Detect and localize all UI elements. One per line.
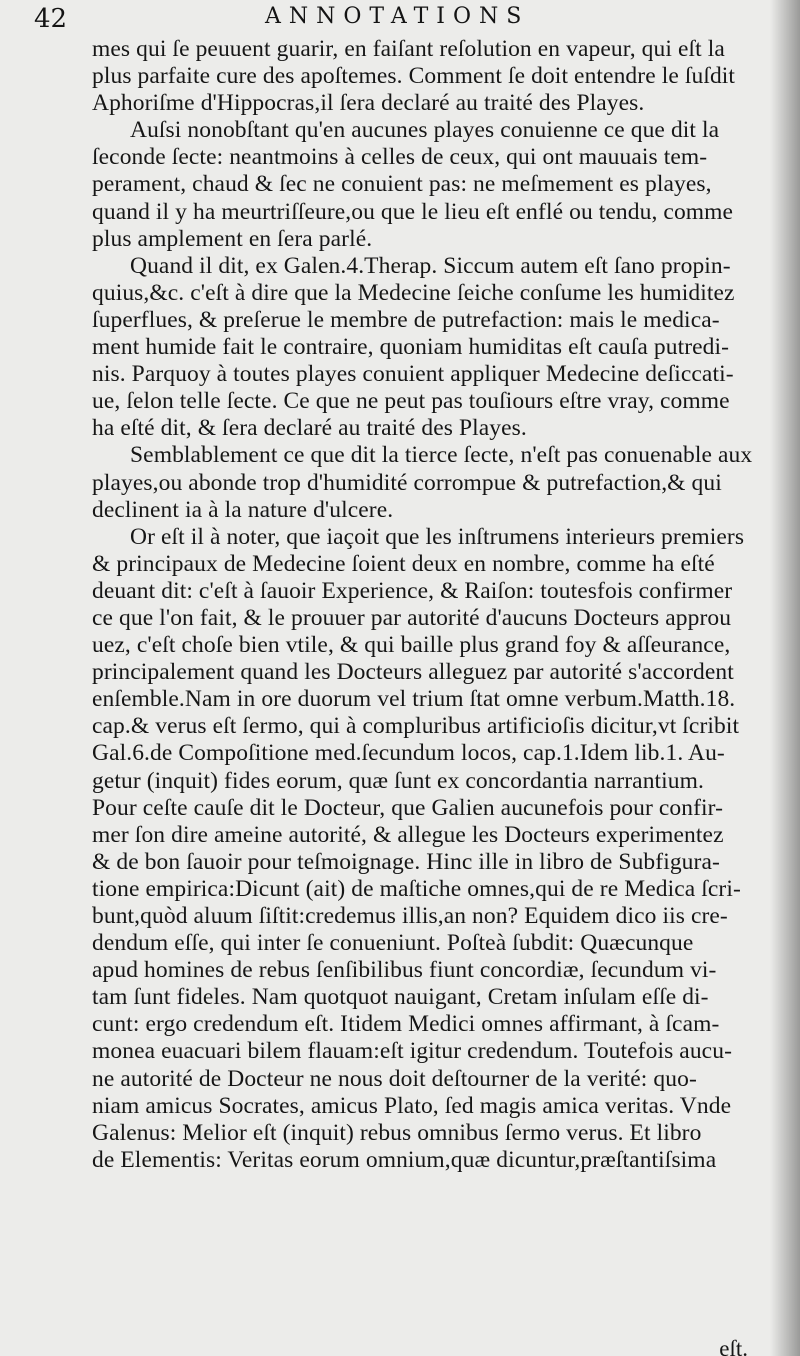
page-number: 42: [34, 4, 68, 34]
text-line: quius,&c. c'eſt à dire que la Medecine ſeiche conſume les humiditez: [92, 279, 735, 306]
text-line: ne autorité de Docteur ne nous doit deſtourner de la verité: quo-: [92, 1065, 697, 1092]
text-line: tam ſunt fideles. Nam quotquot nauigant, Cretam inſulam eſſe di-: [92, 984, 709, 1011]
page-header: [0, 0, 800, 40]
text-line: ment humide fait le contraire, quoniam humiditas eſt cauſa putredi-: [92, 334, 730, 361]
text-line: ha eſté dit, & ſera declaré au traité des Playes.: [92, 415, 527, 442]
text-line: plus parfaite cure des apoſtemes. Comment ſe doit entendre le ſuſdit: [92, 63, 736, 90]
text-line: quand il y ha meurtriſſeure,ou que le lieu eſt enflé ou tendu, comme: [92, 198, 734, 225]
text-line: cap.& verus eſt ſermo, qui à compluribus artificioſis dicitur,vt ſcribit: [92, 713, 740, 740]
text-line: nis. Parquoy à toutes playes conuient appliquer Medecine deſiccati-: [92, 361, 734, 388]
text-line: & principaux de Medecine ſoient deux en nombre, comme ha eſté: [92, 550, 715, 577]
running-head: ANNOTATIONS: [265, 4, 530, 29]
text-line: Semblablement ce que dit la tierce ſecte, n'eſt pas conuenable aux: [130, 442, 753, 469]
closing-fragment: eſt.: [719, 1336, 748, 1356]
text-line: apud homines de rebus ſenſibilibus fiunt concordiæ, ſecundum vi-: [92, 957, 717, 984]
text-line: declinent ia à la nature d'ulcere.: [92, 496, 394, 523]
text-line: Gal.6.de Compoſitione med.ſecundum locos, cap.1.Idem lib.1. Au-: [92, 740, 725, 767]
text-line: ue, ſelon telle ſecte. Ce que ne peut pas touſiours eſtre vray, comme: [92, 388, 730, 415]
body-text: [92, 36, 762, 1174]
text-line: Aphoriſme d'Hippocras,il ſera declaré au traité des Playes.: [92, 90, 645, 117]
text-line: Quand il dit, ex Galen.4.Therap. Siccum autem eſt ſano propin-: [130, 252, 731, 279]
text-line: playes,ou abonde trop d'humidité corrompue & putrefaction,& qui: [92, 469, 722, 496]
text-line: Or eſt il à noter, que iaçoit que les inſtrumens interieurs premiers: [130, 523, 745, 550]
text-line: bunt,quòd aluum ſiſtit:credemus illis,an non? Equidem dico iis cre-: [92, 903, 728, 929]
text-line: & de bon ſauoir pour teſmoignage. Hinc ille in libro de Subfigura-: [92, 848, 720, 875]
text-line: uez, c'eſt choſe bien vtile, & qui baille plus grand foy & aſſeurance,: [92, 632, 731, 659]
text-line: tione empirica:Dicunt (ait) de maſtiche omnes,qui de re Medica ſcri-: [92, 875, 741, 902]
page-edge-shadow: [770, 0, 800, 1356]
text-line: ce que l'on fait, & le prouuer par autorité d'aucuns Docteurs approu: [92, 604, 732, 631]
text-line: monea euacuari bilem flauam:eſt igitur credendum. Toutefois aucu-: [92, 1038, 732, 1065]
text-line: Galenus: Melior eſt (inquit) rebus omnibus ſermo verus. Et libro: [92, 1119, 702, 1146]
text-line: Auſsi nonobſtant qu'en aucunes playes conuienne ce que dit la: [130, 117, 720, 144]
text-line: mer ſon dire ameine autorité, & allegue les Docteurs experimentez: [92, 821, 724, 848]
text-line: plus amplement en ſera parlé.: [92, 225, 373, 252]
text-line: principalement quand les Docteurs alleguez par autorité s'accordent: [92, 659, 734, 686]
text-line: getur (inquit) fides eorum, quæ ſunt ex concordantia narrantium.: [92, 767, 705, 794]
text-line: deuant dit: c'eſt à ſauoir Experience, & Raiſon: toutesfois confirmer: [92, 577, 733, 604]
text-line: perament, chaud & ſec ne conuient pas: ne meſmement es playes,: [92, 171, 712, 198]
text-line: mes qui ſe peuuent guarir, en faiſant reſolution en vapeur, qui eſt la: [92, 36, 725, 62]
text-line: ſuperflues, & preſerue le membre de putrefaction: mais le medica-: [92, 306, 720, 333]
text-line: Pour ceſte cauſe dit le Docteur, que Galien aucunefois pour confir-: [92, 794, 724, 821]
text-line: enſemble.Nam in ore duorum vel trium ſtat omne verbum.Matth.18.: [92, 686, 736, 713]
text-line: dendum eſſe, qui inter ſe conueniunt. Poſteà ſubdit: Quæcunque: [92, 930, 694, 957]
text-line: de Elementis: Veritas eorum omnium,quæ dicuntur,præſtantiſsima: [92, 1146, 717, 1173]
text-line: ſeconde ſecte: neantmoins à celles de ceux, qui ont mauuais tem-: [92, 144, 708, 171]
text-line: cunt: ergo credendum eſt. Itidem Medici omnes affirmant, à ſcam-: [92, 1011, 720, 1038]
text-line: niam amicus Socrates, amicus Plato, ſed magis amica veritas. Vnde: [92, 1092, 732, 1119]
